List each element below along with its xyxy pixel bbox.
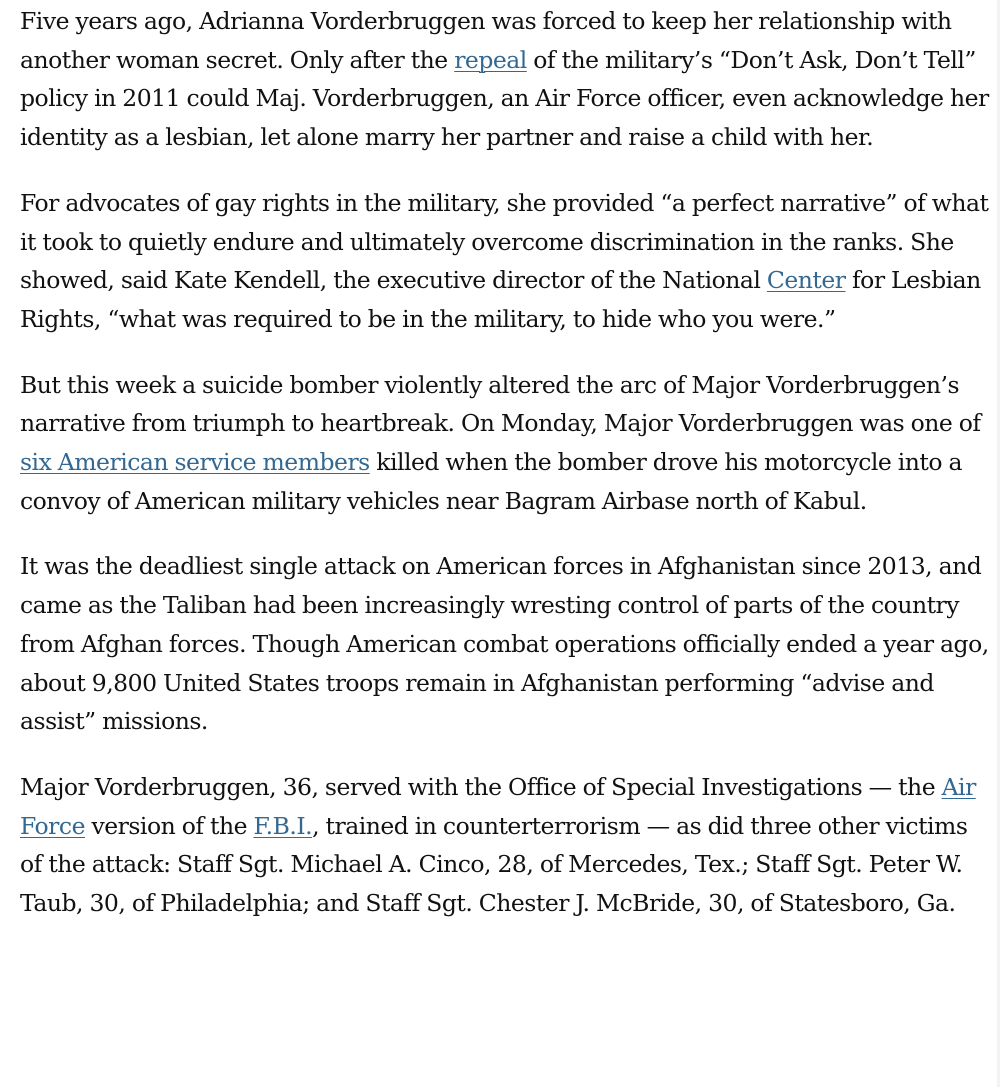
paragraph-5-text-b: version of the <box>84 811 254 840</box>
paragraph-5-text-c: , trained in counterterrorism — as did three other victims of the attack: Staff Sgt. Michael A. Cinco, 28, of Mercedes, Tex.; Staff Sgt. Peter W. Taub, 30, of Philadelphia; and Staff Sgt. Chester J. McBride, 30, of Statesboro, Ga. <box>20 811 968 918</box>
article-body <box>20 0 990 923</box>
service-members-link[interactable]: six American service members <box>20 448 370 477</box>
fbi-link[interactable]: F.B.I. <box>253 811 313 840</box>
paragraph-4 <box>20 547 990 741</box>
paragraph-3-text-b: killed when the bomber drove his motorcycle into a convoy of American military vehicles near Bagram Airbase north of Kabul. <box>20 448 963 515</box>
paragraph-1-text-b: of the military’s “Don’t Ask, Don’t Tell” policy in 2011 could Maj. Vorderbruggen, an Air Force officer, even acknowledge her identity as a lesbian, let alone marry her partner and raise a child with her. <box>20 45 989 152</box>
paragraph-3 <box>20 366 990 521</box>
paragraph-3-text-a: But this week a suicide bomber violently altered the arc of Major Vorderbruggen’s narrative from triumph to heartbreak. On Monday, Major Vorderbruggen was one of <box>20 370 981 438</box>
paragraph-5 <box>20 768 990 923</box>
paragraph-4-text: It was the deadliest single attack on American forces in Afghanistan since 2013, and came as the Taliban had been increasingly wresting control of parts of the country from Afghan forces. Though American combat operations officially ended a year ago, about 9,800 United States troops remain in Afghanistan performing “advise and assist” missions. <box>20 552 989 736</box>
paragraph-1-text-a: Five years ago, Adrianna Vorderbruggen was forced to keep her relationship with another woman secret. Only after the <box>20 7 952 74</box>
paragraph-2-text-b: for Lesbian Rights, “what was required to be in the military, to hide who you were.” <box>20 266 981 333</box>
air-force-link[interactable]: Air Force <box>20 772 976 840</box>
repeal-link[interactable]: repeal <box>454 45 527 74</box>
paragraph-2-text-a: For advocates of gay rights in the military, she provided “a perfect narrative” of what it took to quietly endure and ultimately overcome discrimination in the ranks. She showed, said Kate Kendell, the executive director of the National <box>20 188 989 295</box>
paragraph-1 <box>20 2 990 157</box>
center-link[interactable]: Center <box>766 266 846 295</box>
paragraph-5-text-a: Major Vorderbruggen, 36, served with the Office of Special Investigations — the <box>20 772 942 801</box>
paragraph-2 <box>20 184 990 339</box>
